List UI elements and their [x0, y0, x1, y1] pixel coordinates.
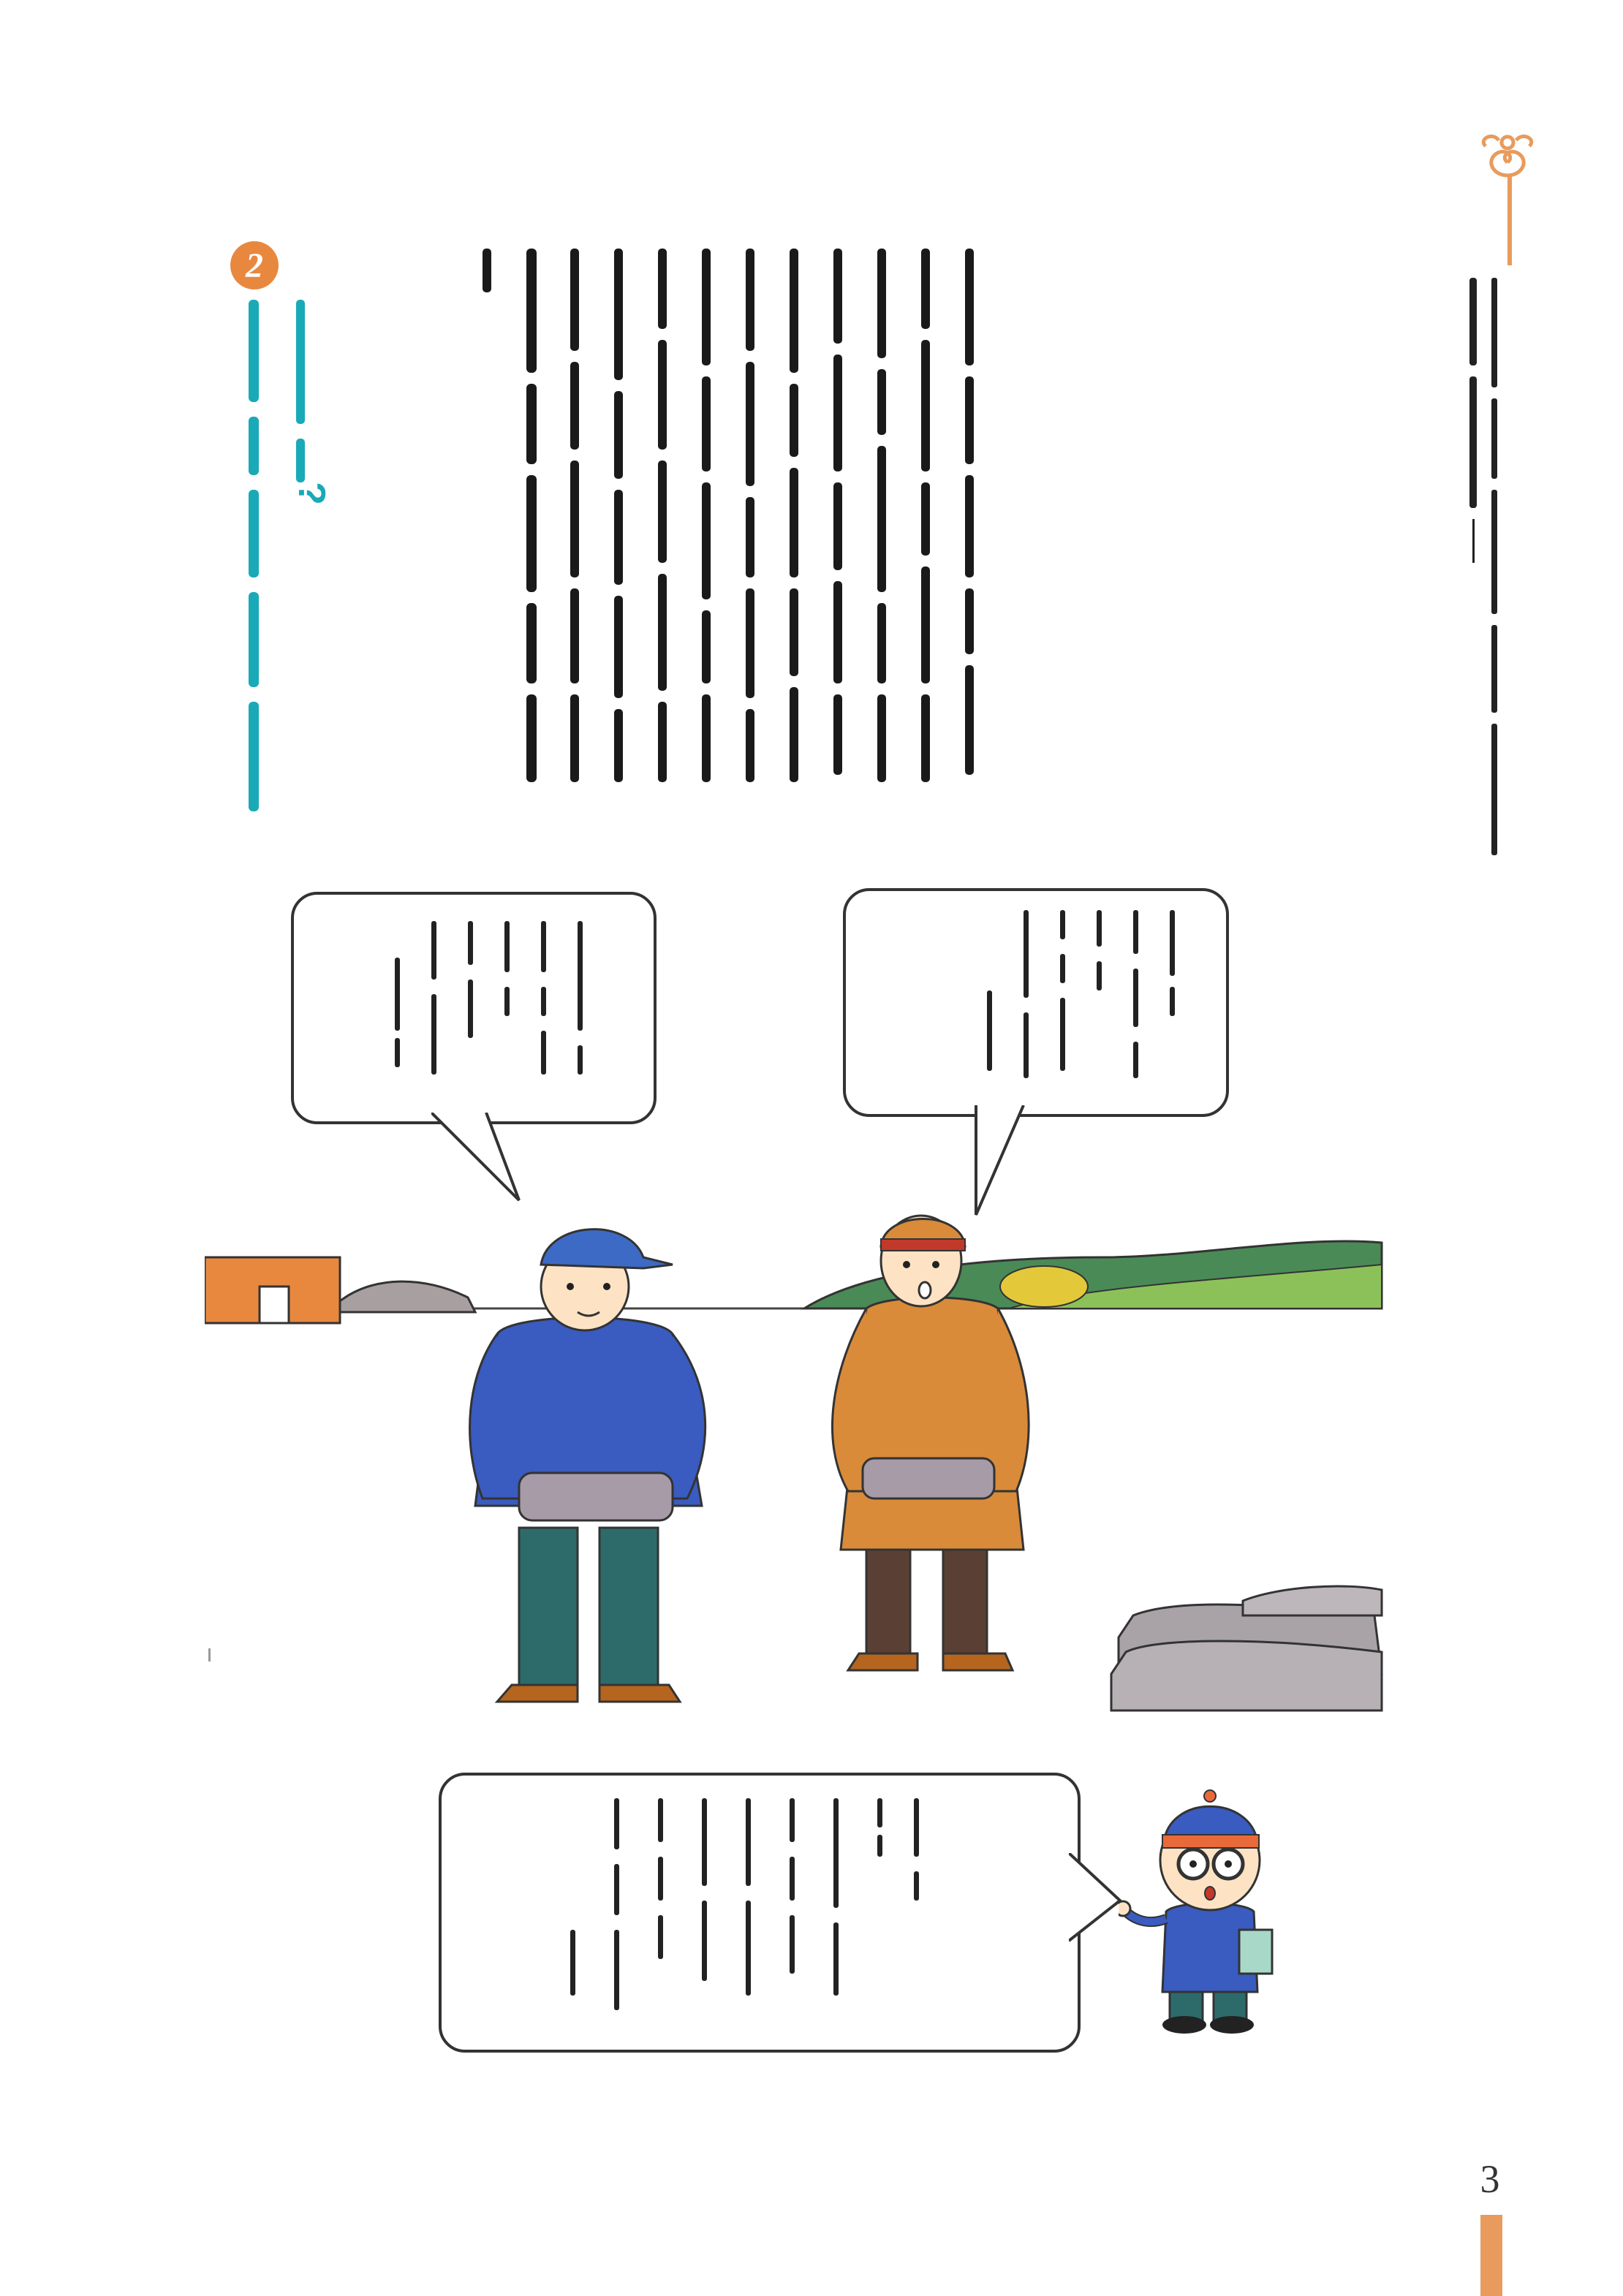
page-number: 3 — [1480, 2157, 1500, 2201]
child-pointing-illustration — [1119, 1773, 1331, 2036]
page-edge-tab — [1480, 2215, 1502, 2296]
man-in-blue-cap — [470, 1230, 705, 1702]
section-number-badge: 2 — [230, 241, 279, 289]
comic-scene-illustration — [205, 1206, 1404, 1732]
speech-bubble-right-text — [877, 903, 1192, 1093]
running-header-text — [1462, 278, 1521, 863]
speech-bubble-left-tail — [431, 1113, 526, 1208]
speech-bubble-right-tail — [972, 1105, 1031, 1222]
margin-mark — [208, 1648, 211, 1662]
section-title-question-mark: ? — [290, 482, 333, 505]
section-title — [230, 300, 340, 811]
header-rule — [1507, 174, 1512, 265]
speech-bubble-left-text — [329, 914, 607, 1096]
speech-bubble-child-text — [483, 1791, 1053, 2025]
body-text — [424, 234, 1002, 797]
